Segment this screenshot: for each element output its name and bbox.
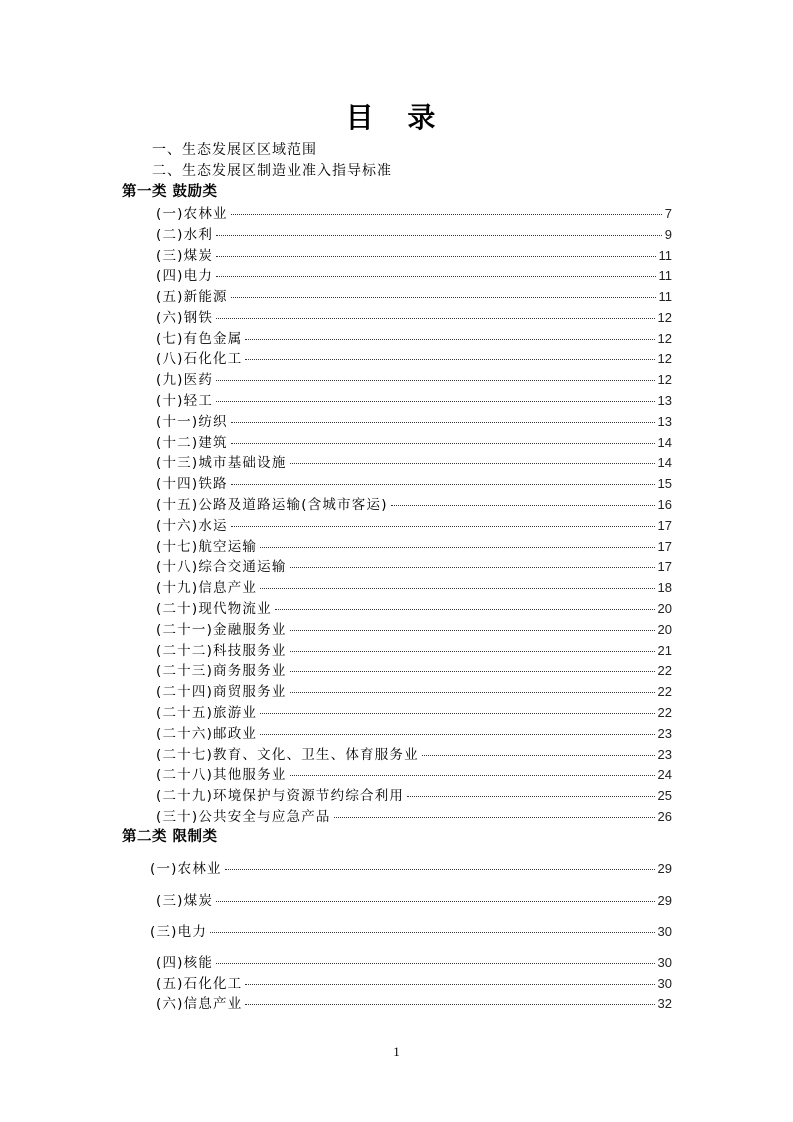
toc-entry[interactable]: (二十二)科技服务业 21 bbox=[156, 643, 672, 659]
page-number: 24 bbox=[657, 767, 672, 782]
dot-leader bbox=[216, 318, 654, 319]
dot-leader bbox=[260, 713, 654, 714]
toc-entry[interactable]: (二十七)教育、文化、卫生、体育服务业 23 bbox=[156, 747, 672, 763]
dot-leader bbox=[216, 380, 654, 381]
page-number: 26 bbox=[657, 809, 672, 824]
page-number: 22 bbox=[657, 684, 672, 699]
dot-leader bbox=[231, 297, 656, 298]
toc-entry[interactable]: (十七)航空运输 17 bbox=[156, 539, 672, 555]
toc-entry[interactable]: (二十九)环境保护与资源节约综合利用 25 bbox=[156, 788, 672, 804]
page-number: 17 bbox=[657, 518, 672, 533]
page-number: 15 bbox=[657, 476, 672, 491]
toc-entry[interactable]: (三)煤炭 11 bbox=[156, 248, 672, 264]
page-number: 22 bbox=[657, 705, 672, 720]
toc-entry[interactable]: (一)农林业 7 bbox=[156, 206, 672, 222]
page-number: 22 bbox=[657, 663, 672, 678]
toc-entry[interactable]: (十八)综合交通运输 17 bbox=[156, 559, 672, 575]
page-number: 30 bbox=[657, 976, 672, 991]
dot-leader bbox=[231, 484, 655, 485]
dot-leader bbox=[210, 932, 654, 933]
toc-entry[interactable]: (六)钢铁 12 bbox=[156, 310, 672, 326]
page-number: 7 bbox=[664, 206, 672, 221]
dot-leader bbox=[216, 256, 655, 257]
toc-entry[interactable]: (二十)现代物流业 20 bbox=[156, 601, 672, 617]
category-2-heading: 第二类 限制类 bbox=[122, 829, 218, 845]
page-number: 13 bbox=[657, 414, 672, 429]
intro-line-2: 二、生态发展区制造业准入指导标准 bbox=[152, 163, 392, 179]
dot-leader bbox=[231, 422, 655, 423]
page-number: 20 bbox=[657, 601, 672, 616]
page-footer-number: 1 bbox=[393, 1044, 400, 1059]
page-number: 12 bbox=[657, 331, 672, 346]
toc-entry[interactable]: (二)水利 9 bbox=[156, 227, 672, 243]
toc-entry[interactable]: (十一)纺织 13 bbox=[156, 414, 672, 430]
dot-leader bbox=[245, 1004, 654, 1005]
dot-leader bbox=[260, 734, 654, 735]
toc-entry[interactable]: (五)新能源 11 bbox=[156, 289, 672, 305]
toc-entry[interactable]: (十二)建筑 14 bbox=[156, 435, 672, 451]
dot-leader bbox=[407, 796, 654, 797]
toc-entry[interactable]: (四)核能 30 bbox=[156, 955, 672, 971]
intro-line-1: 一、生态发展区区域范围 bbox=[152, 142, 317, 158]
toc-entry[interactable]: (三)煤炭 29 bbox=[156, 893, 672, 909]
page-number: 30 bbox=[657, 955, 672, 970]
page-number: 20 bbox=[657, 622, 672, 637]
page-number: 11 bbox=[658, 248, 672, 263]
dot-leader bbox=[334, 817, 655, 818]
dot-leader bbox=[231, 443, 655, 444]
dot-leader bbox=[260, 547, 654, 548]
dot-leader bbox=[391, 505, 655, 506]
dot-leader bbox=[216, 235, 662, 236]
toc-entry[interactable]: (十三)城市基础设施 14 bbox=[156, 455, 672, 471]
page-number: 12 bbox=[657, 351, 672, 366]
toc-entry[interactable]: (三)电力 30 bbox=[150, 924, 672, 940]
page-number: 12 bbox=[657, 310, 672, 325]
page-number: 17 bbox=[657, 539, 672, 554]
page-number: 9 bbox=[664, 227, 672, 242]
dot-leader bbox=[422, 755, 655, 756]
toc-entry[interactable]: (六)信息产业 32 bbox=[156, 996, 672, 1012]
toc-entry[interactable]: (十六)水运 17 bbox=[156, 518, 672, 534]
dot-leader bbox=[231, 526, 655, 527]
toc-entry[interactable]: (十九)信息产业 18 bbox=[156, 580, 672, 596]
toc-entry[interactable]: (二十八)其他服务业 24 bbox=[156, 767, 672, 783]
dot-leader bbox=[216, 901, 654, 902]
page-number: 21 bbox=[657, 643, 672, 658]
page-number: 14 bbox=[657, 455, 672, 470]
toc-entry[interactable]: (四)电力 11 bbox=[156, 268, 672, 284]
page-number: 18 bbox=[657, 580, 672, 595]
toc-entry[interactable]: (二十五)旅游业 22 bbox=[156, 705, 672, 721]
page-number: 13 bbox=[657, 393, 672, 408]
toc-entry[interactable]: (七)有色金属 12 bbox=[156, 331, 672, 347]
toc-entry[interactable]: (十五)公路及道路运输(含城市客运) 16 bbox=[156, 497, 672, 513]
dot-leader bbox=[216, 401, 654, 402]
dot-leader bbox=[290, 567, 655, 568]
page-number: 32 bbox=[657, 996, 672, 1011]
toc-entry[interactable]: (八)石化化工 12 bbox=[156, 351, 672, 367]
toc-entry[interactable]: (九)医药 12 bbox=[156, 372, 672, 388]
dot-leader bbox=[290, 671, 655, 672]
dot-leader bbox=[275, 609, 655, 610]
dot-leader bbox=[290, 775, 655, 776]
page-number: 14 bbox=[657, 435, 672, 450]
page-number: 25 bbox=[657, 788, 672, 803]
toc-entry[interactable]: (二十一)金融服务业 20 bbox=[156, 622, 672, 638]
page-number: 30 bbox=[657, 924, 672, 939]
toc-entry[interactable]: (三十)公共安全与应急产品 26 bbox=[156, 809, 672, 825]
dot-leader bbox=[245, 359, 654, 360]
page-number: 11 bbox=[658, 268, 672, 283]
page-number: 29 bbox=[657, 893, 672, 908]
dot-leader bbox=[290, 692, 655, 693]
dot-leader bbox=[290, 463, 655, 464]
dot-leader bbox=[245, 984, 654, 985]
page-number: 16 bbox=[657, 497, 672, 512]
page-title: 目 录 bbox=[345, 101, 448, 134]
dot-leader bbox=[290, 651, 655, 652]
page-number: 11 bbox=[658, 289, 672, 304]
page-number: 23 bbox=[657, 747, 672, 762]
category-1-heading: 第一类 鼓励类 bbox=[122, 184, 218, 200]
dot-leader bbox=[216, 276, 655, 277]
toc-entry[interactable]: (一)农林业 29 bbox=[150, 861, 672, 877]
page-number: 12 bbox=[657, 372, 672, 387]
dot-leader bbox=[290, 630, 655, 631]
dot-leader bbox=[260, 588, 654, 589]
dot-leader bbox=[216, 963, 654, 964]
dot-leader bbox=[225, 869, 655, 870]
page-number: 29 bbox=[657, 861, 672, 876]
toc-entry[interactable]: (五)石化化工 30 bbox=[156, 976, 672, 992]
page-number: 17 bbox=[657, 559, 672, 574]
toc-entry[interactable]: (二十六)邮政业 23 bbox=[156, 726, 672, 742]
toc-entry[interactable]: (二十三)商务服务业 22 bbox=[156, 663, 672, 679]
page-number: 23 bbox=[657, 726, 672, 741]
dot-leader bbox=[231, 214, 662, 215]
toc-entry[interactable]: (十四)铁路 15 bbox=[156, 476, 672, 492]
toc-entry[interactable]: (二十四)商贸服务业 22 bbox=[156, 684, 672, 700]
dot-leader bbox=[245, 339, 654, 340]
toc-entry[interactable]: (十)轻工 13 bbox=[156, 393, 672, 409]
